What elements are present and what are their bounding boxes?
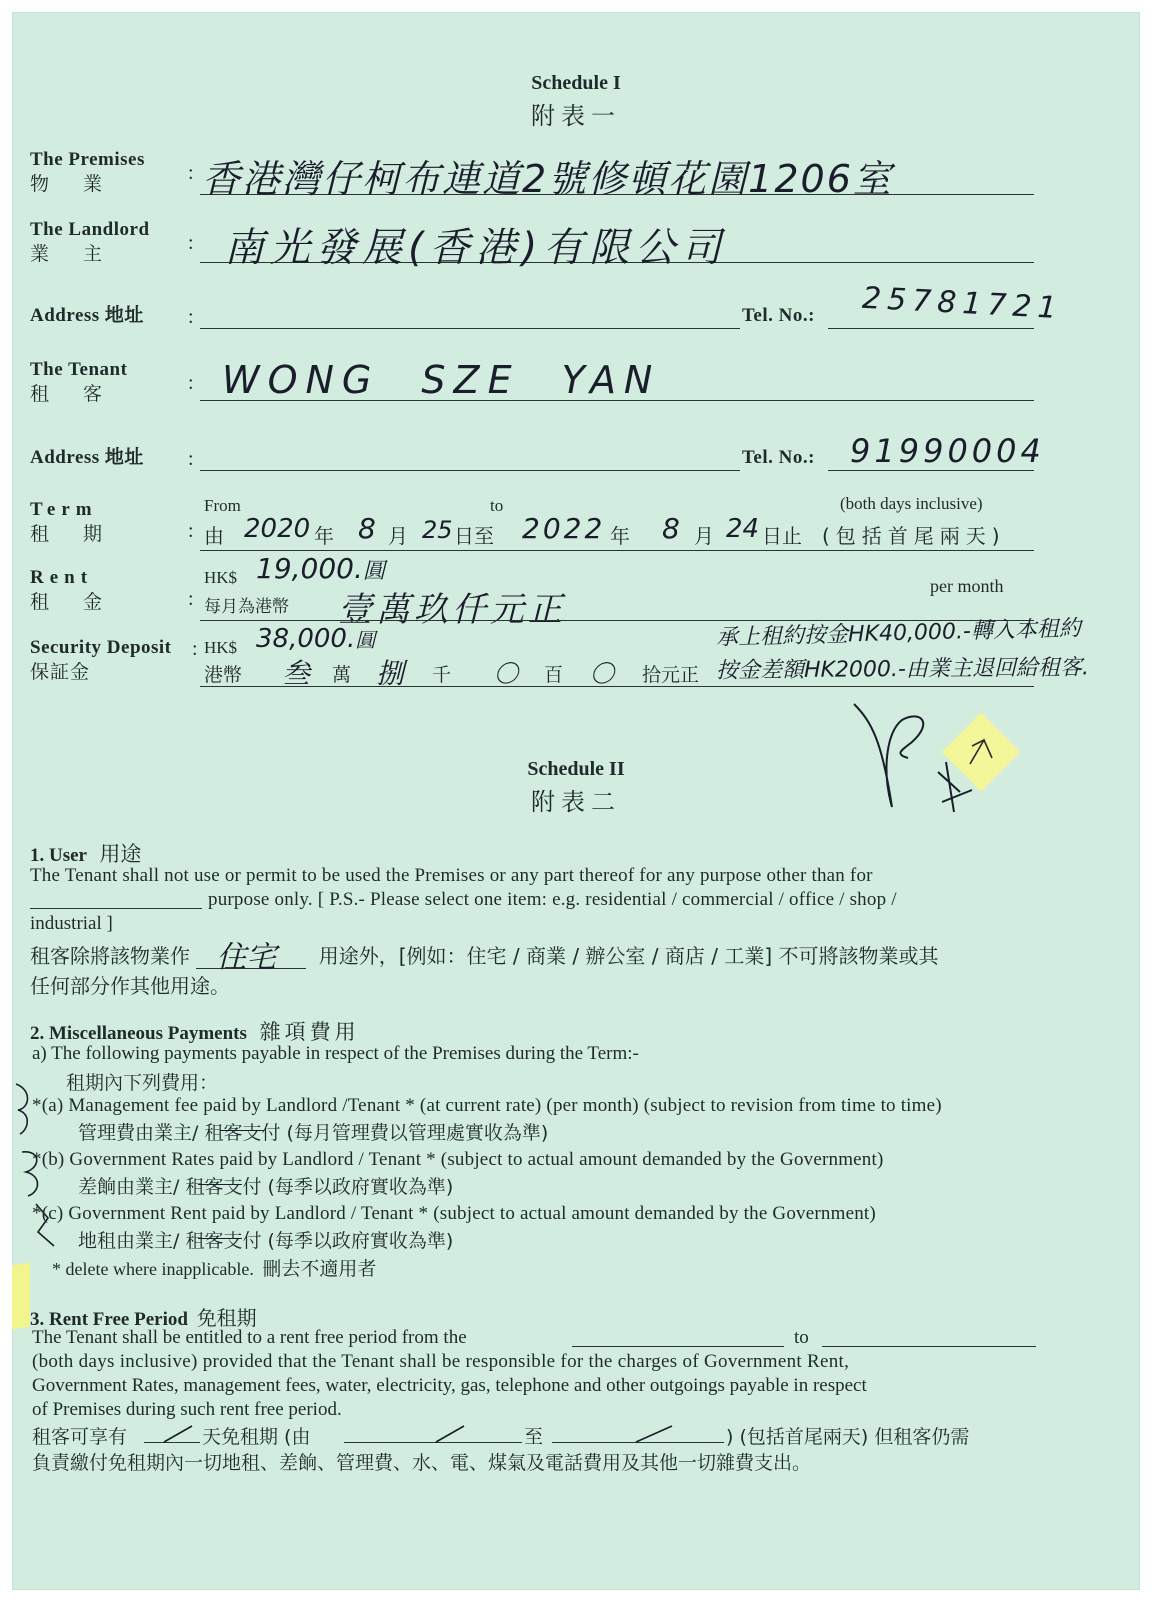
misc-c-zh: 地租由業主/ 租客支付 (每季以政府實收為準)	[78, 1230, 454, 1252]
tenant-address-underline	[200, 470, 740, 471]
term-to-month: 8	[662, 512, 680, 545]
rent-label: Rent 租 金	[30, 567, 117, 613]
deposit-digit-2: 捌	[376, 657, 405, 690]
slash-mark-days	[160, 1422, 196, 1444]
rent-free-line-2: (both days inclusive) provided that the Tenant shall be responsible for the charges of Government Rent,	[32, 1351, 850, 1372]
deposit-underline	[200, 686, 1034, 687]
user-en-line-1: The Tenant shall not use or permit to be used the Premises or any part thereof for any purpose other than for	[30, 865, 873, 886]
rent-free-to-blank	[822, 1346, 1036, 1347]
deposit-zh-prefix: 港幣	[204, 664, 243, 686]
landlord-address-label: Address 地址	[30, 305, 144, 326]
term-zh-line: 由 2020 年 8 月 25 日至 2022 年 8 月 24 日止 (包括首尾兩天)	[204, 512, 1006, 548]
deposit-note-line1: 承上租約按金HK40,000.-轉入本租約	[715, 616, 1082, 651]
term-from-year: 2020	[244, 514, 311, 544]
deposit-unit-3: 百	[544, 664, 564, 686]
deposit-unit-1: 萬	[332, 664, 352, 686]
rent-free-zh-line-1: 租客可享有 天免租期 (由 至 ) (包括首尾兩天) 但租客仍需	[32, 1422, 1042, 1450]
strike-tenant-c	[198, 1238, 242, 1239]
colon: :	[188, 306, 194, 328]
deposit-unit-2: 千	[432, 664, 452, 686]
side-sticky-note	[12, 1262, 30, 1329]
schedule-2-title: Schedule II	[527, 758, 625, 780]
colon: :	[188, 520, 194, 542]
landlord-address-underline	[200, 328, 740, 329]
rent-currency: HK$	[204, 568, 238, 587]
term-inclusive-label: (both days inclusive)	[840, 494, 983, 513]
colon: :	[188, 372, 194, 394]
term-to-day: 24	[726, 514, 760, 544]
deposit-note-line2: 按金差額HK2000.-由業主退回給租客.	[715, 655, 1090, 684]
rent-free-heading: 3. Rent Free Period 免租期	[30, 1306, 257, 1330]
colon: :	[192, 638, 198, 660]
term-to-year: 2022	[522, 512, 606, 545]
rent-free-line-1: The Tenant shall be entitled to a rent free period from the	[32, 1327, 467, 1348]
tenant-label: The Tenant 租 客	[30, 359, 128, 405]
colon: :	[188, 448, 194, 470]
user-purpose-blank	[30, 908, 202, 909]
schedule-2-title-zh: 附表二	[531, 788, 621, 816]
premises-value: 香港灣仔柯布連道2號修頓花園1206室	[202, 157, 893, 201]
schedule-1-title: Schedule I	[531, 72, 621, 94]
misc-intro: a) The following payments payable in respect of the Premises during the Term:-	[32, 1043, 639, 1064]
rent-zh-prefix: 每月為港幣	[204, 597, 289, 617]
deposit-unit-4: 拾元正	[642, 664, 700, 686]
deposit-amount: 38,000.圓	[256, 624, 376, 654]
term-label: Term 租 期	[30, 499, 117, 545]
term-from-day: 25	[422, 516, 453, 544]
tenant-tel-value: 91990004	[850, 432, 1045, 470]
rent-free-from-blank	[572, 1346, 784, 1347]
term-from-label: From	[204, 496, 241, 515]
slash-mark-to	[632, 1422, 676, 1444]
misc-intro-zh: 租期內下列費用：	[66, 1072, 219, 1094]
user-zh-line-1: 租客除將該物業作 住宅 用途外，[例如：住宅 / 商業 / 辦公室 / 商店 / 工業] 不可將該物業或其	[30, 940, 939, 969]
user-en-line-3: industrial ]	[30, 913, 113, 934]
misc-a-en: *(a) Management fee paid by Landlord /Tenant * (at current rate) (per month) (subject to revision from time to time)	[32, 1095, 942, 1116]
deposit-digit-3: 〇	[494, 660, 518, 688]
colon: :	[188, 232, 194, 254]
misc-note: * delete where inapplicable. 刪去不適用者	[52, 1258, 377, 1280]
landlord-tel-underline	[828, 328, 1034, 329]
rent-per-month: per month	[930, 576, 1004, 596]
rent-free-line-3: Government Rates, management fees, water, electricity, gas, telephone and other outgoings payable in respect	[32, 1375, 867, 1396]
slash-mark-from	[432, 1422, 468, 1444]
deposit-label: Security Deposit 保証金	[30, 637, 172, 683]
strike-tenant-b	[198, 1184, 242, 1185]
misc-a-zh: 管理費由業主/ 租客支付 (每月管理費以管理處實收為準)	[78, 1122, 549, 1144]
tenant-value: WONG SZE YAN	[222, 358, 661, 402]
landlord-label: The Landlord 業 主	[30, 219, 150, 265]
misc-b-en: *(b) Government Rates paid by Landlord / Tenant * (subject to actual amount demanded by the Government)	[32, 1149, 884, 1170]
term-from-month: 8	[358, 512, 376, 545]
colon: :	[188, 162, 194, 184]
user-zh-line-2: 任何部分作其他用途。	[30, 974, 230, 998]
deposit-currency: HK$	[204, 638, 238, 657]
misc-c-en: *(c) Government Rent paid by Landlord / Tenant * (subject to actual amount demanded by the Government)	[32, 1203, 876, 1224]
tenant-tel-underline	[828, 470, 1034, 471]
landlord-value: 南光發展(香港)有限公司	[224, 225, 728, 271]
rent-zh-amount: 壹萬玖仟元正	[338, 590, 566, 630]
rent-free-to-label: to	[794, 1327, 809, 1348]
user-en-line-2: purpose only. [ P.S.- Please select one item: e.g. residential / commercial / office / shop /	[208, 889, 897, 910]
user-handwritten-purpose: 住宅	[216, 940, 277, 975]
tenant-address-label: Address 地址	[30, 447, 144, 468]
term-to-label: to	[490, 496, 504, 515]
misc-b-zh: 差餉由業主/ 租客支付 (每季以政府實收為準)	[78, 1176, 454, 1198]
landlord-tel-value: 25781721	[861, 280, 1064, 327]
deposit-digit-4: 〇	[590, 660, 614, 688]
user-heading: 1. User 用途	[30, 842, 142, 866]
landlord-tel-label: Tel. No.:	[742, 305, 815, 326]
colon: :	[188, 588, 194, 610]
rent-free-zh-line-2: 負責繳付免租期內一切地租、差餉、管理費、水、電、煤氣及電話費用及其他一切雜費支出。	[32, 1452, 812, 1474]
tenant-tel-label: Tel. No.:	[742, 447, 815, 468]
misc-heading: 2. Miscellaneous Payments 雜項費用	[30, 1020, 360, 1044]
rent-amount: 19,000.圓	[256, 552, 385, 585]
strike-tenant-a	[220, 1130, 264, 1131]
deposit-digit-1: 叁	[282, 657, 311, 690]
schedule-sheet	[12, 12, 1140, 1590]
rent-free-line-4: of Premises during such rent free period.	[32, 1399, 342, 1420]
term-underline	[200, 550, 1034, 551]
premises-label: The Premises 物 業	[30, 149, 145, 195]
schedule-1-title-zh: 附表一	[531, 102, 621, 130]
